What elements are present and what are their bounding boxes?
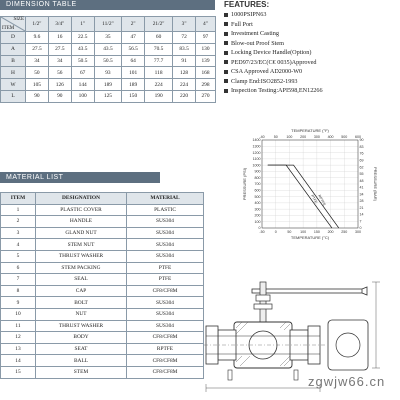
dimension-row [1,43,216,55]
y-left-tick-label: 1300 [252,144,261,149]
dimension-cell: 56.5 [122,43,145,55]
valve-handle-end [362,287,367,295]
dimension-cell: 270 [196,90,216,102]
x-bottom-tick-label: 50 [287,230,292,234]
valve-bolt [294,370,298,380]
dimension-cell: 70.5 [145,43,173,55]
dimension-table [0,16,216,103]
material-value: CF8/CF8M [127,332,204,344]
y-left-tick-label: 100 [254,219,261,224]
corner-size-label: SIZE [13,17,24,22]
dimension-cell: 150 [122,90,145,102]
features-block [224,0,400,96]
material-item-number: 10 [1,308,36,320]
dimension-cell: 101 [122,67,145,79]
material-value: PTFE [127,274,204,286]
material-value: SUS304 [127,216,204,228]
y-left-tick-label: 700 [254,182,261,187]
dimension-row [1,32,216,44]
dimension-cell: 189 [94,79,122,91]
size-header: 1/2" [26,17,49,32]
material-row [1,250,204,262]
material-designation: SEAL [36,274,127,286]
feature-item [224,77,400,87]
size-header: 21/2" [145,17,173,32]
y-left-tick-label: 900 [254,169,261,174]
dimension-cell: 9.6 [26,32,49,44]
y-left-tick-label: 1000 [252,163,261,168]
material-row [1,285,204,297]
material-row [1,204,204,216]
material-header-item: ITEM [1,193,36,205]
dimension-cell: 34 [48,55,71,67]
dimension-row [1,67,216,79]
valve-stem-nut [256,295,270,301]
features-title: FEATURES: [224,0,270,9]
dimension-cell: 22.5 [71,32,94,44]
feature-text: Clamp End:ISO2852-1993 [231,77,298,85]
material-table [0,192,204,379]
y-left-tick-label: 0 [258,226,261,231]
x-top-tick-label: 500 [341,135,348,139]
feature-text: Full Port [231,20,253,28]
material-item-number: 9 [1,297,36,309]
dimension-cell: 90 [48,90,71,102]
x-bottom-tick-label: 100 [300,230,307,234]
dimension-row [1,90,216,102]
material-item-number: 14 [1,355,36,367]
x-bottom-tick-label: 300 [355,230,361,234]
material-item-number: 4 [1,239,36,251]
y-right-tick-label: 62 [359,165,364,170]
material-designation: STEM NUT [36,239,127,251]
feature-text: Locking Device Handle(Option) [231,49,312,56]
material-designation: BALL [36,355,127,367]
y-right-tick-label: 28 [359,199,364,204]
material-value: SUS304 [127,239,204,251]
material-designation: CAP [36,285,127,297]
material-designation: GLAND NUT [36,227,127,239]
dimension-cell: 47 [122,32,145,44]
material-designation: SEAT [36,343,127,355]
dimension-cell: 35 [94,32,122,44]
y-left-tick-label: 200 [254,213,261,218]
material-row [1,297,204,309]
dimension-table-banner [0,0,215,10]
dimension-cell: 43.5 [94,43,122,55]
x-top-tick-label: 200 [300,135,307,139]
feature-item [224,39,400,49]
dimension-cell: 90 [26,90,49,102]
corner-item-label: ITEM [2,26,15,31]
x-bottom-tick-label: 250 [341,230,348,234]
series-label: RPTFE [317,194,327,207]
size-header: 3" [173,17,196,32]
dimension-cell: 43.5 [71,43,94,55]
x-top-tick-label: 400 [327,135,334,139]
dimension-cell: 97 [196,32,216,44]
x-top-tick-label: -40 [259,135,265,139]
dimension-cell: 83.5 [173,43,196,55]
x-top-tick-label: 300 [313,135,320,139]
material-row [1,355,204,367]
y-left-axis-label: PRESSURE (PSI) [242,167,247,201]
material-header-material: MATERIAL [127,193,204,205]
y-right-tick-label: 34 [359,192,364,197]
x-bottom-axis-label: TEMPERATURE (°C) [290,235,330,240]
y-left-tick-label: 300 [254,207,261,212]
feature-item [224,48,400,58]
dimension-cell: 60 [145,32,173,44]
material-row [1,366,204,378]
y-left-tick-label: 400 [254,201,261,206]
bullet-square-icon [224,51,228,55]
x-top-tick-label: 600 [355,135,361,139]
dimension-table-title: DIMENSION TABLE [6,1,77,8]
feature-text: Investment Casting [231,30,279,37]
dimension-cell: 144 [71,79,94,91]
material-designation: PLASTIC COVER [36,204,127,216]
dimension-cell: 50.5 [94,55,122,67]
dimension-header-row [1,17,216,32]
y-right-tick-label: 90 [359,138,364,143]
feature-text: CSA Approved AD2000-W0 [231,68,303,75]
size-header: 4" [196,17,216,32]
x-top-tick-label: 50 [273,135,278,139]
x-top-tick-label: 100 [286,135,293,139]
y-right-tick-label: 21 [359,205,364,210]
material-value: SUS304 [127,320,204,332]
x-top-axis-label: TEMPERATURE (°F) [291,128,329,133]
valve-stem [260,282,266,322]
material-designation: THRUST WASHER [36,250,127,262]
dimension-corner-cell [1,17,26,32]
dimension-cell: 50 [26,67,49,79]
material-item-number: 1 [1,204,36,216]
dimension-cell: 224 [145,79,173,91]
dimension-cell: 16 [48,32,71,44]
y-left-tick-label: 500 [254,194,261,199]
y-right-tick-label: 83 [359,144,364,149]
x-bottom-tick-label: 150 [313,230,320,234]
size-header: 1" [71,17,94,32]
y-right-axis-label: PRESSURE (BAR) [373,166,378,202]
dimension-cell: 50.5 [71,55,94,67]
material-item-number: 7 [1,274,36,286]
x-bottom-tick-label: -50 [259,230,265,234]
material-value: SUS304 [127,227,204,239]
material-item-number: 8 [1,285,36,297]
dimension-row [1,55,216,67]
pressure-temperature-chart [240,118,380,248]
dimension-cell: 130 [196,43,216,55]
bullet-square-icon [224,32,228,36]
material-row [1,216,204,228]
material-value: SUS304 [127,250,204,262]
bullet-square-icon [224,13,228,17]
y-right-tick-label: 55 [359,172,364,177]
valve-side-view [328,320,368,370]
material-item-number: 11 [1,320,36,332]
material-row [1,227,204,239]
feature-text: Inspection Testing:API598,EN12266 [231,87,323,94]
material-designation: STEM PACKING [36,262,127,274]
feature-text: Blow-out Proof Stem [231,39,284,47]
material-row [1,274,204,286]
y-left-tick-label: 600 [254,188,261,193]
material-row [1,262,204,274]
bullet-square-icon [224,79,228,83]
material-row [1,239,204,251]
dimension-cell: 189 [122,79,145,91]
y-right-tick-label: 69 [359,158,364,163]
material-row [1,332,204,344]
dimension-cell: 72 [173,32,196,44]
material-list-title: MATERIAL LIST [6,174,64,181]
dimension-item-label: D [1,32,26,44]
y-left-tick-label: 1200 [252,150,261,155]
material-row [1,320,204,332]
dimension-cell: 91 [173,55,196,67]
dimension-cell: 27.5 [48,43,71,55]
material-item-number: 6 [1,262,36,274]
feature-item [224,29,400,39]
valve-handle [252,289,362,293]
material-value: RPTFE [127,343,204,355]
dimension-cell: 128 [173,67,196,79]
dimension-cell: 298 [196,79,216,91]
dimension-cell: 56 [48,67,71,79]
material-designation: HANDLE [36,216,127,228]
material-designation: THRUST WASHER [36,320,127,332]
material-value: CF8/CF8M [127,355,204,367]
dimension-cell: 168 [196,67,216,79]
watermark: zgwjw66.cn [308,374,386,389]
feature-text: PED97/23/EC(C€ 0035)Approved [231,58,317,66]
bullet-square-icon [224,70,228,74]
material-header-row [1,193,204,205]
bullet-square-icon [224,60,228,64]
x-bottom-tick-label: 200 [327,230,334,234]
dimension-cell: 105 [26,79,49,91]
series-label: PTFE [310,194,319,205]
material-row [1,308,204,320]
dimension-cell: 224 [173,79,196,91]
dimension-cell: 126 [48,79,71,91]
material-item-number: 5 [1,250,36,262]
dimension-item-label: H [1,67,26,79]
material-item-number: 13 [1,343,36,355]
material-designation: STEM [36,366,127,378]
feature-item [224,67,400,77]
y-left-tick-label: 1100 [252,157,261,162]
y-right-tick-label: 14 [359,212,364,217]
dimension-cell: 77.7 [145,55,173,67]
dimension-cell: 34 [26,55,49,67]
feature-item [224,10,400,20]
material-item-number: 12 [1,332,36,344]
x-bottom-tick-label: 0 [274,230,277,234]
dimension-cell: 125 [94,90,122,102]
feature-item [224,58,400,68]
dimension-cell: 118 [145,67,173,79]
dimension-cell: 100 [71,90,94,102]
y-right-tick-label: 0 [359,226,362,231]
valve-bolt [228,370,232,380]
feature-item [224,86,400,96]
material-value: CF8/CF8M [127,285,204,297]
material-value: SUS304 [127,297,204,309]
dimension-row [1,79,216,91]
dimension-item-label: W [1,79,26,91]
dimension-item-label: A [1,43,26,55]
y-right-tick-label: 41 [359,185,364,190]
size-header: 2" [122,17,145,32]
dimension-cell: 27.5 [26,43,49,55]
dimension-cell: 190 [145,90,173,102]
material-header-designation: DESIGNATION [36,193,127,205]
y-right-tick-label: 76 [359,151,364,156]
material-designation: BOLT [36,297,127,309]
size-header: 11/2" [94,17,122,32]
valve-gland-nut [254,304,272,309]
dimension-cell: 67 [71,67,94,79]
material-value: PTFE [127,262,204,274]
feature-text: 1000PSIPN63 [231,11,267,18]
material-item-number: 2 [1,216,36,228]
material-designation: NUT [36,308,127,320]
bullet-square-icon [224,89,228,93]
material-value: SUS304 [127,308,204,320]
dimension-cell: 139 [196,55,216,67]
material-item-number: 3 [1,227,36,239]
y-left-tick-label: 800 [254,175,261,180]
y-right-tick-label: 48 [359,178,364,183]
dimension-item-label: L [1,90,26,102]
y-left-tick-label: 1400 [252,138,261,143]
material-row [1,343,204,355]
material-value: PLASTIC [127,204,204,216]
material-designation: BODY [36,332,127,344]
size-header: 3/4" [48,17,71,32]
dimension-item-label: B [1,55,26,67]
y-right-tick-label: 7 [359,219,362,224]
bullet-square-icon [224,41,228,45]
material-item-number: 15 [1,366,36,378]
dimension-cell: 93 [94,67,122,79]
material-value: CF8/CF8M [127,366,204,378]
material-list-banner [0,172,160,183]
bullet-square-icon [224,22,228,26]
feature-item [224,20,400,30]
dimension-cell: 220 [173,90,196,102]
dimension-cell: 64 [122,55,145,67]
